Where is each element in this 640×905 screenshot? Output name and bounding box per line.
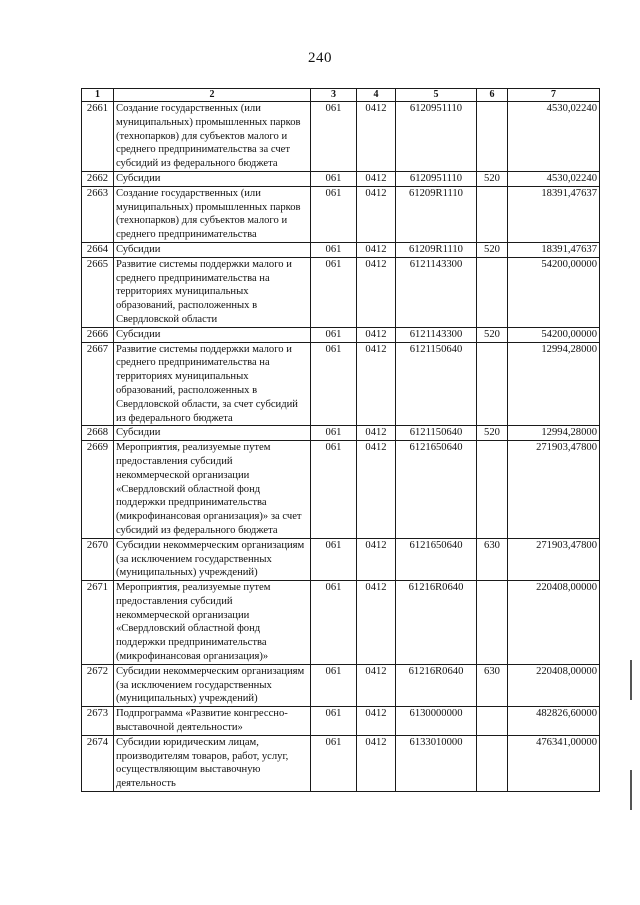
row-ministry-code: 061 — [311, 342, 357, 426]
row-section-code: 0412 — [357, 538, 396, 580]
row-name: Субсидии юридическим лицам, производителям товаров, работ, услуг, осуществляющим выставочную деятельность — [114, 735, 311, 791]
row-amount: 18391,47637 — [508, 186, 600, 242]
row-target-code: 61216R0640 — [396, 581, 477, 665]
row-name: Субсидии некоммерческим организациям (за исключением государственных (муниципальных) учреждений) — [114, 664, 311, 706]
row-amount: 12994,28000 — [508, 426, 600, 441]
row-section-code: 0412 — [357, 426, 396, 441]
row-expense-type: 520 — [477, 327, 508, 342]
row-number: 2663 — [82, 186, 114, 242]
row-ministry-code: 061 — [311, 186, 357, 242]
row-expense-type — [477, 102, 508, 172]
row-target-code: 6120951110 — [396, 102, 477, 172]
row-expense-type: 630 — [477, 538, 508, 580]
row-target-code: 6130000000 — [396, 707, 477, 736]
table-row — [82, 707, 600, 736]
row-target-code: 6121143300 — [396, 257, 477, 327]
header-col-1: 1 — [82, 89, 114, 102]
row-number: 2664 — [82, 242, 114, 257]
row-expense-type: 520 — [477, 242, 508, 257]
table-row — [82, 735, 600, 791]
header-row — [82, 89, 600, 102]
row-section-code: 0412 — [357, 102, 396, 172]
table-row — [82, 441, 600, 539]
row-ministry-code: 061 — [311, 707, 357, 736]
row-section-code: 0412 — [357, 707, 396, 736]
row-ministry-code: 061 — [311, 102, 357, 172]
row-number: 2662 — [82, 171, 114, 186]
budget-table — [81, 88, 600, 792]
row-expense-type — [477, 186, 508, 242]
row-number: 2668 — [82, 426, 114, 441]
row-expense-type: 630 — [477, 664, 508, 706]
row-target-code: 6121143300 — [396, 327, 477, 342]
row-ministry-code: 061 — [311, 581, 357, 665]
row-expense-type — [477, 707, 508, 736]
row-section-code: 0412 — [357, 342, 396, 426]
row-amount: 54200,00000 — [508, 257, 600, 327]
row-amount: 4530,02240 — [508, 102, 600, 172]
row-name: Субсидии — [114, 327, 311, 342]
row-number: 2669 — [82, 441, 114, 539]
row-ministry-code: 061 — [311, 441, 357, 539]
row-amount: 220408,00000 — [508, 581, 600, 665]
row-section-code: 0412 — [357, 257, 396, 327]
row-amount: 271903,47800 — [508, 538, 600, 580]
page-number: 240 — [308, 50, 332, 66]
row-ministry-code: 061 — [311, 257, 357, 327]
row-target-code: 61209R1110 — [396, 242, 477, 257]
row-amount: 4530,02240 — [508, 171, 600, 186]
row-target-code: 6121150640 — [396, 342, 477, 426]
row-target-code: 61209R1110 — [396, 186, 477, 242]
table-row — [82, 327, 600, 342]
header-col-2: 2 — [114, 89, 311, 102]
scan-edge-mark — [630, 660, 632, 700]
row-section-code: 0412 — [357, 581, 396, 665]
header-col-5: 5 — [396, 89, 477, 102]
header-col-4: 4 — [357, 89, 396, 102]
table-row — [82, 426, 600, 441]
row-ministry-code: 061 — [311, 538, 357, 580]
row-ministry-code: 061 — [311, 664, 357, 706]
row-name: Создание государственных (или муниципальных) промышленных парков (технопарков) для субъектов малого и среднего предпринимательства — [114, 186, 311, 242]
row-amount: 482826,60000 — [508, 707, 600, 736]
row-number: 2673 — [82, 707, 114, 736]
row-ministry-code: 061 — [311, 171, 357, 186]
row-ministry-code: 061 — [311, 426, 357, 441]
row-section-code: 0412 — [357, 327, 396, 342]
row-number: 2672 — [82, 664, 114, 706]
row-amount: 12994,28000 — [508, 342, 600, 426]
row-amount: 18391,47637 — [508, 242, 600, 257]
row-name: Развитие системы поддержки малого и среднего предпринимательства на территориях муниципальных образований, расположенных в Свердловской области, за счет субсидий из федерального бюджета — [114, 342, 311, 426]
table-row — [82, 581, 600, 665]
row-number: 2667 — [82, 342, 114, 426]
row-name: Развитие системы поддержки малого и среднего предпринимательства на территориях муниципальных образований, расположенных в Свердловской области — [114, 257, 311, 327]
row-ministry-code: 061 — [311, 242, 357, 257]
row-name: Субсидии некоммерческим организациям (за исключением государственных (муниципальных) учреждений) — [114, 538, 311, 580]
table-row — [82, 102, 600, 172]
table-row — [82, 538, 600, 580]
row-section-code: 0412 — [357, 441, 396, 539]
row-name: Подпрограмма «Развитие конгрессно-выставочной деятельности» — [114, 707, 311, 736]
row-section-code: 0412 — [357, 664, 396, 706]
row-expense-type — [477, 342, 508, 426]
row-target-code: 6121650640 — [396, 538, 477, 580]
row-target-code: 61216R0640 — [396, 664, 477, 706]
row-expense-type — [477, 441, 508, 539]
table-row — [82, 171, 600, 186]
header-col-7: 7 — [508, 89, 600, 102]
row-section-code: 0412 — [357, 242, 396, 257]
table-row — [82, 186, 600, 242]
header-col-3: 3 — [311, 89, 357, 102]
row-expense-type: 520 — [477, 171, 508, 186]
row-target-code: 6121650640 — [396, 441, 477, 539]
row-section-code: 0412 — [357, 186, 396, 242]
row-amount: 271903,47800 — [508, 441, 600, 539]
table-row — [82, 257, 600, 327]
header-col-6: 6 — [477, 89, 508, 102]
row-number: 2665 — [82, 257, 114, 327]
row-expense-type — [477, 581, 508, 665]
row-section-code: 0412 — [357, 171, 396, 186]
row-number: 2670 — [82, 538, 114, 580]
row-name: Создание государственных (или муниципальных) промышленных парков (технопарков) для субъектов малого и среднего предпринимательства за счет субсидий из федерального бюджета — [114, 102, 311, 172]
row-expense-type: 520 — [477, 426, 508, 441]
row-expense-type — [477, 735, 508, 791]
scan-edge-mark — [630, 770, 632, 810]
row-number: 2666 — [82, 327, 114, 342]
row-amount: 220408,00000 — [508, 664, 600, 706]
row-number: 2674 — [82, 735, 114, 791]
row-target-code: 6133010000 — [396, 735, 477, 791]
row-target-code: 6121150640 — [396, 426, 477, 441]
row-expense-type — [477, 257, 508, 327]
row-target-code: 6120951110 — [396, 171, 477, 186]
row-name: Мероприятия, реализуемые путем предоставления субсидий некоммерческой организации «Свердловский областной фонд поддержки предпринимательства (микрофинансовая организация)» за счет субсидий из федерального бюджета — [114, 441, 311, 539]
row-name: Субсидии — [114, 171, 311, 186]
row-ministry-code: 061 — [311, 327, 357, 342]
row-number: 2661 — [82, 102, 114, 172]
row-ministry-code: 061 — [311, 735, 357, 791]
row-amount: 54200,00000 — [508, 327, 600, 342]
row-name: Субсидии — [114, 242, 311, 257]
row-name: Субсидии — [114, 426, 311, 441]
row-number: 2671 — [82, 581, 114, 665]
row-section-code: 0412 — [357, 735, 396, 791]
row-amount: 476341,00000 — [508, 735, 600, 791]
table-row — [82, 342, 600, 426]
table-row — [82, 664, 600, 706]
row-name: Мероприятия, реализуемые путем предоставления субсидий некоммерческой организации «Свердловский областной фонд поддержки предпринимательства (микрофинансовая организация)» — [114, 581, 311, 665]
table-row — [82, 242, 600, 257]
